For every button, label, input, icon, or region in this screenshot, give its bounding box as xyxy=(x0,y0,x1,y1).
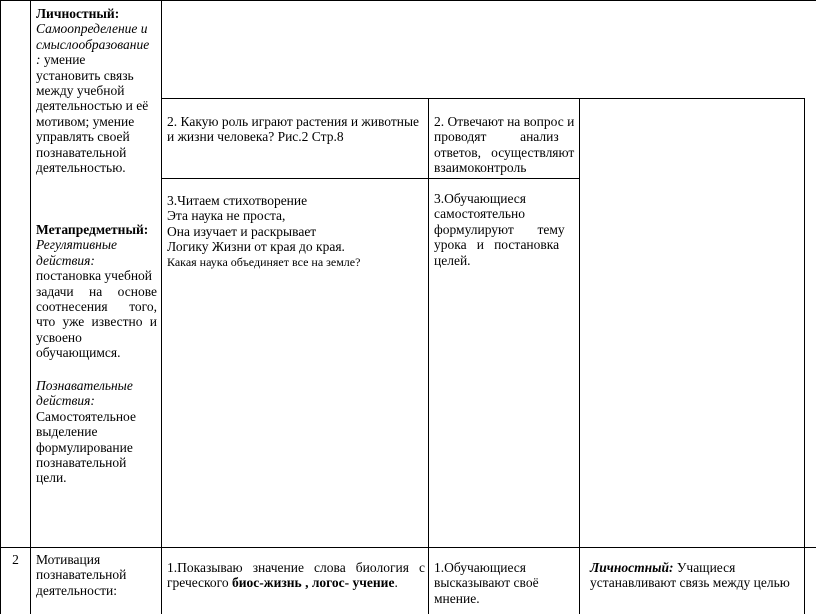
student-a3-line-4: урока и постановка xyxy=(434,237,560,253)
cognitive-block xyxy=(36,378,157,486)
personal-italic-1: Самоопределение и xyxy=(36,21,148,37)
teacher-q3-line-4: Логику Жизни от края до края. xyxy=(167,239,345,255)
personal-text-2: установить связь xyxy=(36,67,134,83)
student-a3-line-3: формулируют тему xyxy=(434,221,565,237)
student-a2-line-3: ответов, осуществляют xyxy=(434,144,575,160)
meta-title: Метапредметный: xyxy=(36,222,149,237)
teacher-q3-line-1: 3.Читаем стихотворение xyxy=(167,193,308,208)
meta-text-6: обучающимся. xyxy=(36,345,121,361)
col-border-2 xyxy=(161,0,162,614)
personal-text-1: умение xyxy=(40,52,86,68)
meta-text-2: задачи на основе xyxy=(36,283,157,299)
cog-text-1: Самостоятельное xyxy=(36,408,136,424)
personal-text-8: деятельностью. xyxy=(36,160,126,176)
col-border-3-row2 xyxy=(428,547,429,614)
row2-teacher-suffix: . xyxy=(394,575,398,591)
meta-block xyxy=(36,222,157,361)
student-a2-line-2: проводят анализ xyxy=(434,129,559,145)
personal-italic-3: : xyxy=(36,52,41,68)
meta-italic-1: Регулятивные xyxy=(36,237,117,253)
row2-result-line-2: устанавливают связь между целью xyxy=(590,575,790,591)
row2-students-line-1: 1.Обучающиеся xyxy=(434,560,526,575)
personal-text-3: между учебной xyxy=(36,83,125,99)
row2-teacher-prefix: греческого xyxy=(167,575,233,591)
personal-text-5: мотивом; умение xyxy=(36,113,135,129)
personal-title: Личностный: xyxy=(36,6,120,21)
personal-text-7: познавательной xyxy=(36,144,127,160)
student-a3-line-1: 3.Обучающиеся xyxy=(434,191,526,206)
personal-italic-2: смыслообразование xyxy=(36,36,150,52)
student-a2-line-1: 2. Отвечают на вопрос и xyxy=(434,114,575,129)
personal-line-1 xyxy=(36,52,157,67)
personal-text-6: управлять своей xyxy=(36,129,130,145)
row2-teacher-bold: биос-жизнь , логос- учение xyxy=(232,575,395,591)
cog-text-3: формулирование xyxy=(36,439,133,455)
teacher-q2-line-1: 2. Какую роль играют растения и животные xyxy=(167,114,420,129)
student-a3-cell xyxy=(434,191,577,268)
row-divider xyxy=(0,547,816,548)
row2-students-cell xyxy=(434,560,577,606)
row2-students-line-3: мнение. xyxy=(434,590,480,606)
col-border-5 xyxy=(804,98,805,614)
row2-stage-cell xyxy=(36,552,157,598)
cog-text-5: цели. xyxy=(36,470,67,486)
teacher-q2-cell xyxy=(167,114,425,145)
row2-teacher-line-1: 1.Показываю значение слова биология с xyxy=(167,560,425,575)
stage-line-2: познавательной xyxy=(36,567,127,583)
stage-line-3: деятельности: xyxy=(36,582,118,598)
teacher-q3-line-5: Какая наука объединяет все на земле? xyxy=(167,254,361,269)
col-border-3 xyxy=(428,98,429,547)
teacher-q2-line-2: и жизни человека? Рис.2 Стр.8 xyxy=(167,129,344,145)
personal-text-4: деятельностью и её xyxy=(36,98,149,114)
cog-text-2: выделение xyxy=(36,424,98,440)
meta-italic-2: действия: xyxy=(36,252,95,268)
student-a2-cell xyxy=(434,114,577,176)
row2-number: 2 xyxy=(12,552,19,567)
cog-text-4: познавательной xyxy=(36,455,127,471)
student-a2-line-4: взаимоконтроль xyxy=(434,160,527,176)
teacher-q3-line-3: Она изучает и раскрывает xyxy=(167,223,317,239)
row2-result-bold: Личностный: xyxy=(590,560,674,575)
student-a3-line-2: самостоятельно xyxy=(434,206,525,222)
cog-italic-1: Познавательные xyxy=(36,378,133,393)
col-border-1 xyxy=(30,0,31,614)
table-top-border xyxy=(0,0,816,1)
cog-italic-2: действия: xyxy=(36,393,95,409)
meta-text-1: постановка учебной xyxy=(36,268,153,284)
teacher-q3-line-2: Эта наука не проста, xyxy=(167,208,286,224)
teacher-q3-cell xyxy=(167,193,425,270)
row2-result-line-1 xyxy=(590,560,802,575)
row1-subrow-divider-a xyxy=(161,98,804,99)
col-border-4 xyxy=(579,98,580,547)
stage-line-1: Мотивация xyxy=(36,552,101,567)
student-a3-line-5: целей. xyxy=(434,252,471,268)
row2-result-text-1: Учащиеся xyxy=(673,560,736,575)
col-border-0 xyxy=(0,0,1,614)
col-border-4-row2 xyxy=(579,547,580,614)
meta-text-5: усвоено xyxy=(36,329,82,345)
meta-text-4: что уже известно и xyxy=(36,314,157,330)
row2-result-cell xyxy=(590,560,802,591)
row2-students-line-2: высказывают своё xyxy=(434,575,539,591)
row2-teacher-line-2 xyxy=(167,575,425,590)
competencies-cell xyxy=(36,6,157,175)
meta-text-3: соотнесения того, xyxy=(36,299,157,315)
row1-subrow-divider-b xyxy=(161,178,579,179)
row2-teacher-cell xyxy=(167,560,425,591)
